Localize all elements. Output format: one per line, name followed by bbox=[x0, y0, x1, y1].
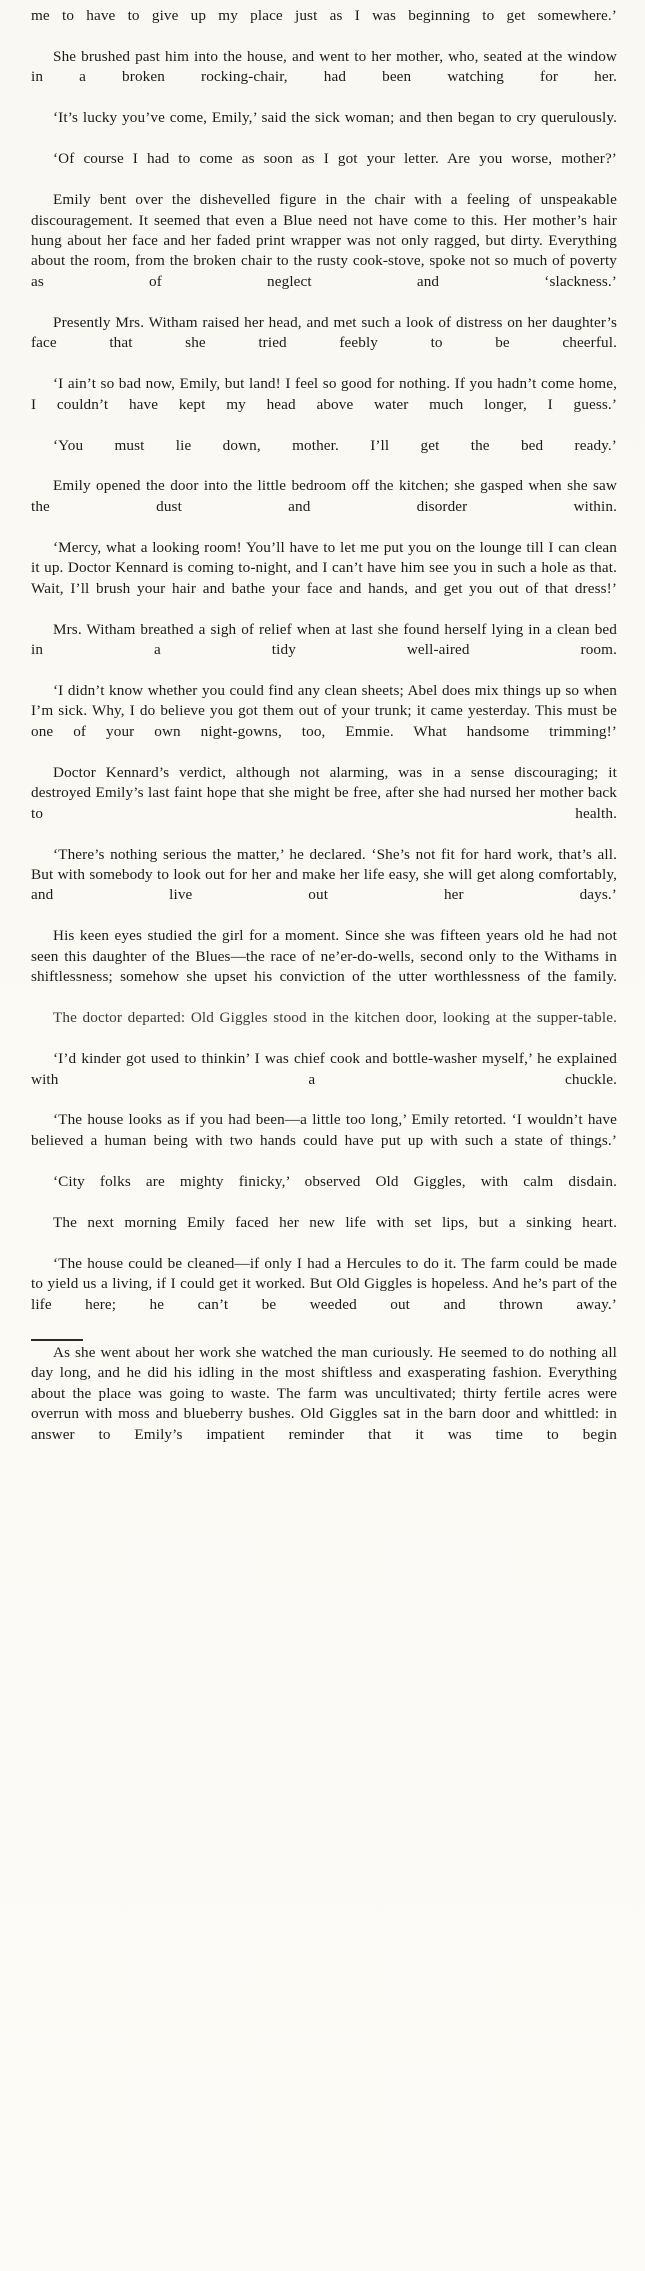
paragraph: His keen eyes studied the girl for a moment. Since she was fifteen years old he had not seen this daughter of the Blues—the race of ne’er-do-wells, second only to the Withams in shiftlessness; somehow she upset his conviction of the utter worthlessness of the family. bbox=[31, 927, 617, 986]
paragraph: ‘Mercy, what a looking room! You’ll have to let me put you on the lounge till I can clean it up. Doctor Kennard is coming to-night, and I can’t have him see you in such a hole as that. Wait, I’ll brush your hair and bathe your face and hands, and get you out of that dress!’ bbox=[31, 538, 617, 597]
paragraph: Presently Mrs. Witham raised her head, and met such a look of distress on her daughter’s face that she tried feebly to be cheerful. bbox=[31, 313, 617, 352]
paragraph: Doctor Kennard’s verdict, although not alarming, was in a sense discouraging; it destroyed Emily’s last faint hope that she might be free, after she had nursed her mother back to health. bbox=[31, 763, 617, 822]
paragraph: ‘I didn’t know whether you could find any clean sheets; Abel does mix things up so when I’m sick. Why, I do believe you got them out of your trunk; it came yesterday. This must be one of your own night-gowns, too, Emmie. What handsome trimming!’ bbox=[31, 681, 617, 740]
paragraph: Emily opened the door into the little bedroom off the kitchen; she gasped when she saw the dust and disorder within. bbox=[31, 477, 617, 515]
paragraph: ‘I’d kinder got used to thinkin’ I was chief cook and bottle-washer myself,’ he explained with a chuckle. bbox=[31, 1050, 617, 1088]
section-divider-rule bbox=[31, 1339, 83, 1340]
paragraph: me to have to give up my place just as I was beginning to get somewhere.’ bbox=[31, 7, 617, 24]
paragraph: ‘Of course I had to come as soon as I got your letter. Are you worse, mother?’ bbox=[53, 150, 617, 168]
paragraph: ‘The house looks as if you had been—a little too long,’ Emily retorted. ‘I wouldn’t have believed a human being with two hands could have put up with such a state of things.’ bbox=[31, 1111, 617, 1149]
paragraph: ‘It’s lucky you’ve come, Emily,’ said the sick woman; and then began to cry querulously. bbox=[53, 109, 617, 127]
paragraph: The doctor departed: Old Giggles stood in the kitchen door, looking at the supper-table. bbox=[53, 1009, 617, 1027]
paragraph: ‘City folks are mighty finicky,’ observed Old Giggles, with calm disdain. bbox=[53, 1172, 617, 1190]
paragraph: ‘The house could be cleaned—if only I had a Hercules to do it. The farm could be made to yield us a living, if I could get it worked. But Old Giggles is hopeless. And he’s part of the life here; he can’t be weeded out and thrown away.’ bbox=[31, 1254, 617, 1313]
paragraph: She brushed past him into the house, and went to her mother, who, seated at the window in a broken rocking-chair, had been watching for her. bbox=[31, 47, 617, 86]
paragraph: Emily bent over the dishevelled figure in the chair with a feeling of unspeakable discouragement. It seemed that even a Blue need not have come to this. Her mother’s hair hung about her face and her faded print wrapper was not only ragged, but dirty. Everything about the room, from the broken chair to the rusty cook-stove, spoke not so much of poverty as of neglect and ‘slackness.’ bbox=[31, 191, 617, 290]
paragraph: The next morning Emily faced her new life with set lips, but a sinking heart. bbox=[53, 1213, 617, 1231]
paragraph: ‘There’s nothing serious the matter,’ he declared. ‘She’s not fit for hard work, that’s all. But with somebody to look out for her and make her life easy, she will get along comfortably, and live out her days.’ bbox=[31, 845, 617, 904]
text-column bbox=[31, 6, 617, 1466]
paragraph: Mrs. Witham breathed a sigh of relief when at last she found herself lying in a clean bed in a tidy well-aired room. bbox=[31, 620, 617, 659]
paragraph: ‘You must lie down, mother. I’ll get the bed ready.’ bbox=[53, 436, 617, 454]
paragraph: As she went about her work she watched the man curiously. He seemed to do nothing all day long, and he did his idling in the most shiftless and exasperating fashion. Everything about the place was going to waste. The farm was uncultivated; thirty fertile acres were overrun with moss and blueberry bushes. Old Giggles sat in the barn door and whittled: in answer to Emily’s impatient reminder that it was time to begin bbox=[31, 1343, 617, 1443]
paragraph: ‘I ain’t so bad now, Emily, but land! I feel so good for nothing. If you hadn’t come home, I couldn’t have kept my head above water much longer, I guess.’ bbox=[31, 375, 617, 413]
